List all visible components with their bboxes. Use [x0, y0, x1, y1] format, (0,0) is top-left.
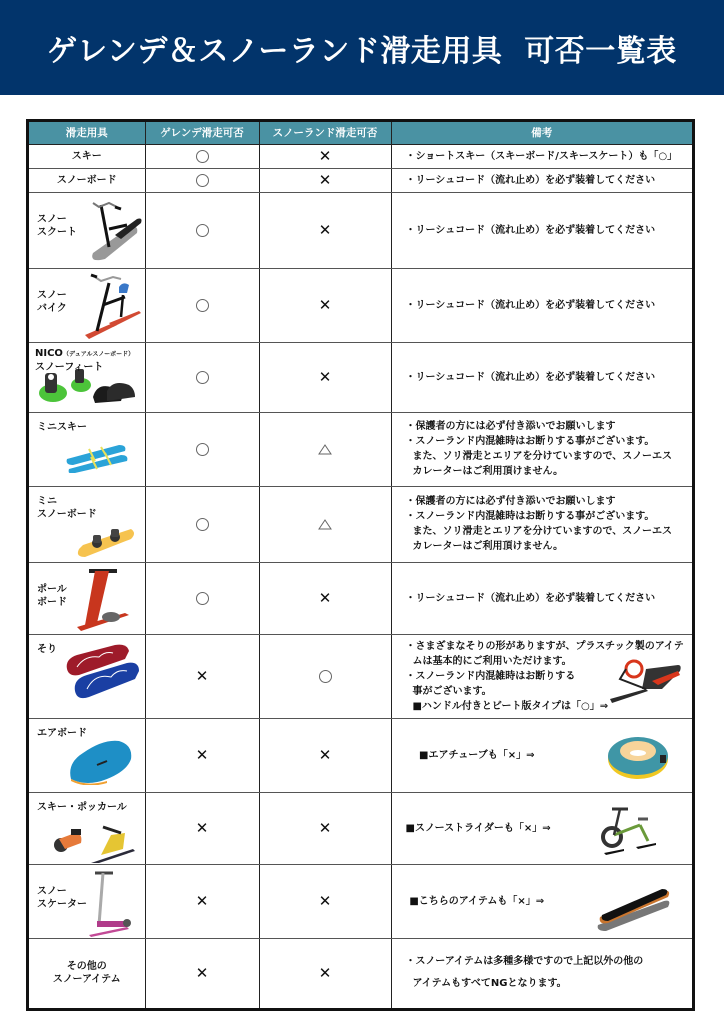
circle-mark-icon	[196, 371, 209, 384]
cross-mark-icon: ✕	[195, 746, 209, 764]
mini-ski-icon	[65, 443, 129, 476]
circle-mark-icon	[196, 518, 209, 531]
snowland-allowed-cell	[259, 342, 391, 412]
cross-mark-icon: ✕	[318, 892, 332, 910]
slope-allowed-cell	[145, 864, 259, 938]
equipment-name: ミニスキー	[37, 421, 87, 433]
note-line: ・スノーランド内混雑時はお断りする	[405, 670, 576, 682]
cross-mark-icon: ✕	[318, 171, 332, 189]
note-line: ・リーシュコード（流れ止め）を必ず装着してください	[405, 371, 656, 383]
header-notes: 備考	[391, 122, 692, 144]
table-row	[29, 144, 692, 168]
equipment-name: スノー スケーター	[37, 885, 87, 910]
notes-cell	[391, 938, 692, 1008]
notes-cell	[391, 168, 692, 192]
snowland-allowed-cell	[259, 938, 391, 1008]
airboard-icon	[67, 737, 133, 788]
cross-mark-icon: ✕	[318, 296, 332, 314]
equipment-name: スキー	[71, 150, 102, 162]
equipment-name: NICO	[35, 347, 63, 359]
equipment-name: スノー スクート	[37, 213, 77, 238]
equipment-name-cell	[29, 168, 145, 192]
triangle-mark-icon	[318, 519, 332, 530]
notes-cell	[391, 562, 692, 634]
equipment-name-cell	[29, 938, 145, 1008]
note-line: ■スノーストライダーも「×」⇒	[405, 822, 551, 834]
equipment-name: そり	[37, 643, 57, 655]
equipment-name-cell	[29, 864, 145, 938]
slope-allowed-cell	[145, 412, 259, 486]
notes-cell	[391, 486, 692, 562]
notes-cell	[391, 792, 692, 864]
cross-mark-icon: ✕	[195, 667, 209, 685]
circle-mark-icon	[196, 224, 209, 237]
note-line: ・リーシュコード（流れ止め）を必ず装着してください	[405, 174, 656, 186]
equipment-name-cell	[29, 268, 145, 342]
cross-mark-icon: ✕	[318, 746, 332, 764]
notes-cell	[391, 144, 692, 168]
table-row	[29, 562, 692, 634]
cross-mark-icon: ✕	[318, 147, 332, 165]
slope-allowed-cell	[145, 938, 259, 1008]
slope-allowed-cell	[145, 486, 259, 562]
notes-cell	[391, 192, 692, 268]
notes-cell	[391, 718, 692, 792]
mini-snowboard-icon	[75, 525, 137, 562]
snowland-allowed-cell	[259, 562, 391, 634]
equipment-name-cell	[29, 718, 145, 792]
circle-mark-icon	[196, 592, 209, 605]
note-line: ・さまざまなそりの形がありますが、プラスチック製のアイテ	[405, 640, 684, 652]
pole-board-icon	[75, 567, 131, 636]
equipment-name-sub: （デュアルスノーボード）	[62, 350, 135, 358]
cross-mark-icon: ✕	[318, 964, 332, 983]
slope-allowed-cell	[145, 168, 259, 192]
notes-cell	[391, 864, 692, 938]
ski-pokkaru-icon	[51, 819, 135, 866]
cross-mark-icon: ✕	[318, 819, 332, 837]
note-line: アイテムもすべてNGとなります。	[405, 978, 567, 990]
cross-mark-icon: ✕	[318, 589, 332, 607]
title-banner	[0, 0, 724, 95]
snowland-allowed-cell	[259, 634, 391, 718]
equipment-name-cell	[29, 562, 145, 634]
slope-allowed-cell	[145, 268, 259, 342]
equipment-name: その他の スノーアイテム	[52, 961, 121, 986]
circle-mark-icon	[196, 299, 209, 312]
slope-allowed-cell	[145, 634, 259, 718]
note-line: ・リーシュコード（流れ止め）を必ず装着してください	[405, 224, 656, 236]
equipment-name: スキー・ポッカール	[37, 801, 127, 813]
snow-scooter-icon	[87, 869, 137, 942]
snow-bike-icon	[83, 273, 143, 344]
slope-allowed-cell	[145, 342, 259, 412]
equipment-table	[26, 119, 695, 1011]
snowland-allowed-cell	[259, 864, 391, 938]
equipment-name-cell	[29, 342, 145, 412]
air-tube-icon	[606, 733, 670, 786]
circle-mark-icon	[196, 174, 209, 187]
page-title: ゲレンデ＆スノーランド滑走用具 可否一覧表	[47, 33, 677, 69]
snowland-allowed-cell	[259, 192, 391, 268]
cross-mark-icon: ✕	[195, 964, 209, 983]
table-row	[29, 268, 692, 342]
note-line: ・保護者の方には必ず付き添いでお願いします	[405, 421, 616, 432]
equipment-name-cell	[29, 792, 145, 864]
note-line: また、ソリ滑走とエリアを分けていますので、スノーエス	[405, 526, 672, 537]
steering-sled-icon	[606, 655, 682, 710]
cross-mark-icon: ✕	[318, 221, 332, 239]
note-line: カレーターはご利用頂けません。	[405, 466, 564, 477]
snow-scoot-icon	[87, 199, 143, 264]
slope-allowed-cell	[145, 562, 259, 634]
note-line: ・リーシュコード（流れ止め）を必ず装着してください	[405, 592, 656, 604]
slope-allowed-cell	[145, 144, 259, 168]
table-row	[29, 634, 692, 718]
notes-cell	[391, 342, 692, 412]
circle-mark-icon	[319, 670, 332, 683]
sled-icon	[65, 643, 141, 706]
equipment-name: スノーボード	[56, 174, 117, 186]
slope-allowed-cell	[145, 192, 259, 268]
table-row	[29, 342, 692, 412]
snowland-allowed-cell	[259, 486, 391, 562]
snowland-allowed-cell	[259, 268, 391, 342]
header-equipment: 滑走用具	[29, 122, 145, 144]
equipment-name: スノー バイク	[37, 289, 67, 314]
note-line: カレーターはご利用頂けません。	[405, 541, 564, 552]
table-row	[29, 718, 692, 792]
circle-mark-icon	[196, 150, 209, 163]
equipment-name-cell	[29, 634, 145, 718]
cross-mark-icon: ✕	[195, 819, 209, 837]
cross-mark-icon: ✕	[195, 892, 209, 910]
triangle-mark-icon	[318, 444, 332, 455]
equipment-name-cell	[29, 192, 145, 268]
slope-allowed-cell	[145, 718, 259, 792]
header-snowland-allowed: スノーランド滑走可否	[259, 122, 391, 144]
note-line: ・ショートスキー（スキーボード/スキースケート）も「○」	[405, 150, 678, 162]
note-line: ■エアチューブも「×」⇒	[419, 749, 535, 761]
table-header-row	[29, 122, 692, 144]
table-row	[29, 792, 692, 864]
slope-allowed-cell	[145, 792, 259, 864]
snowland-allowed-cell	[259, 144, 391, 168]
note-line: ・リーシュコード（流れ止め）を必ず装着してください	[405, 299, 656, 311]
note-line: ・スノーアイテムは多種多様ですので上記以外の他の	[405, 956, 644, 968]
snow-skate-icon	[596, 887, 672, 936]
equipment-name-2: スノーフィート	[35, 361, 104, 373]
note-line: ・保護者の方には必ず付き添いでお願いします	[405, 496, 616, 507]
equipment-name-cell	[29, 144, 145, 168]
snowland-allowed-cell	[259, 718, 391, 792]
snowland-allowed-cell	[259, 792, 391, 864]
snowland-allowed-cell	[259, 168, 391, 192]
circle-mark-icon	[196, 443, 209, 456]
table-row	[29, 938, 692, 1008]
notes-cell	[391, 412, 692, 486]
equipment-name: ポール ボード	[37, 583, 67, 608]
snowland-allowed-cell	[259, 412, 391, 486]
table-row	[29, 412, 692, 486]
equipment-name-cell	[29, 412, 145, 486]
note-line: ・スノーランド内混雑時はお断りする事がございます。	[405, 436, 655, 447]
table-row	[29, 864, 692, 938]
table-row	[29, 168, 692, 192]
note-line: また、ソリ滑走とエリアを分けていますので、スノーエス	[405, 451, 672, 462]
table-row	[29, 486, 692, 562]
equipment-name: エアボード	[37, 727, 87, 739]
snow-strider-icon	[600, 805, 662, 862]
note-line: 事がございます。	[405, 685, 492, 697]
note-line: ・スノーランド内混雑時はお断りする事がございます。	[405, 511, 655, 522]
notes-cell	[391, 634, 692, 718]
note-line: ■ハンドル付きとビート版タイプは「○」⇒	[405, 700, 609, 712]
header-slope-allowed: ゲレンデ滑走可否	[145, 122, 259, 144]
note-line: ■こちらのアイテムも「×」⇒	[409, 895, 545, 907]
note-line: ムは基本的にご利用いただけます。	[405, 655, 572, 667]
cross-mark-icon: ✕	[318, 368, 332, 386]
equipment-name: ミニ スノーボード	[37, 495, 97, 520]
table-row	[29, 192, 692, 268]
notes-cell	[391, 268, 692, 342]
equipment-name-cell	[29, 486, 145, 562]
